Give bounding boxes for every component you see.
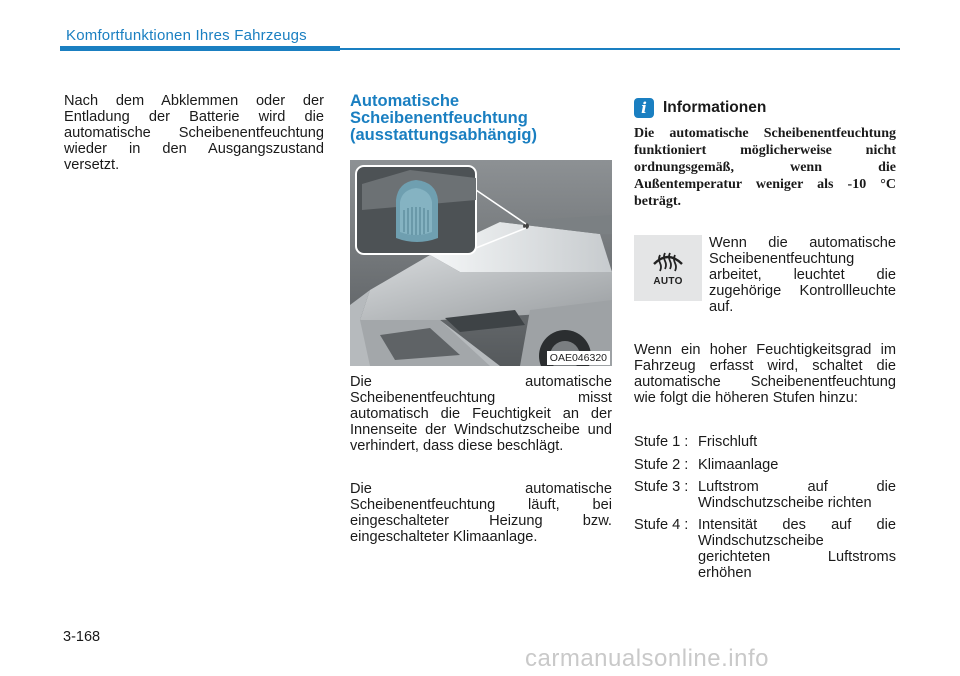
header-rule-thick: [60, 46, 340, 51]
car-illustration: [350, 160, 612, 366]
stage-label: Stufe 4 :: [634, 517, 689, 533]
info-icon: i: [634, 98, 654, 118]
stage-item: [634, 517, 896, 581]
section-title-line-2: Scheibenentfeuchtung: [350, 109, 528, 127]
stage-label: Stufe 1 :: [634, 434, 689, 450]
header-rule-thin: [340, 48, 900, 50]
section-title-line-1: Automatische: [350, 92, 460, 110]
stage-label: Stufe 3 :: [634, 479, 689, 495]
page-number: 3-168: [63, 629, 101, 645]
indicator-description: Wenn die automatische Scheibenentfeuchtung arbeitet, leuchtet die zugehörige Kontrollleuchte auf.: [709, 235, 896, 315]
section-title-line-3: (ausstattungsabhängig): [350, 126, 538, 144]
stage-item: [634, 434, 896, 450]
info-header: [634, 98, 766, 118]
stage-item: [634, 457, 896, 473]
defog-operation-paragraph: Die automatische Scheibenentfeuchtung läuft, bei eingeschalteter Heizung bzw. eingeschalteter Klimaanlage.: [350, 481, 612, 545]
section-heading: [350, 93, 612, 144]
humidity-paragraph: Wenn ein hoher Feuchtigkeitsgrad im Fahrzeug erfasst wird, schaltet die automatische Scheibenentfeuchtung wie folgt die höheren Stufen hinzu:: [634, 342, 896, 406]
stage-text: Luftstrom auf die Windschutzscheibe richten: [698, 479, 896, 511]
defog-auto-icon: [650, 249, 686, 275]
defog-auto-indicator: [634, 235, 702, 301]
stage-text: Frischluft: [698, 434, 758, 450]
stage-text: Klimaanlage: [698, 457, 779, 473]
stage-item: [634, 479, 896, 511]
battery-reset-paragraph: Nach dem Abklemmen oder der Entladung der Batterie wird die automatische Scheibenentfeuchtung wieder in den Ausgangszustand versetzt.: [64, 93, 324, 173]
indicator-auto-label: AUTO: [653, 276, 683, 287]
watermark: carmanualsonline.info: [525, 645, 769, 672]
windshield-sensor-photo: [350, 160, 612, 366]
stage-text: Intensität des auf die Windschutzscheibe gerichteten Luftstroms erhöhen: [698, 517, 896, 581]
stage-label: Stufe 2 :: [634, 457, 689, 473]
image-reference-label: OAE046320: [547, 351, 610, 365]
info-title: Informationen: [663, 99, 767, 116]
defog-description-paragraph: Die automatische Scheibenentfeuchtung misst automatisch die Feuchtigkeit an der Innenseite der Windschutzscheibe und verhindert, dass diese beschlägt.: [350, 374, 612, 454]
chapter-title: Komfortfunktionen Ihres Fahrzeugs: [66, 27, 307, 44]
temperature-note: Die automatische Scheibenentfeuchtung funktioniert möglicherweise nicht ordnungsgemäß, wenn die Außentemperatur weniger als -10 °C beträgt.: [634, 126, 896, 209]
